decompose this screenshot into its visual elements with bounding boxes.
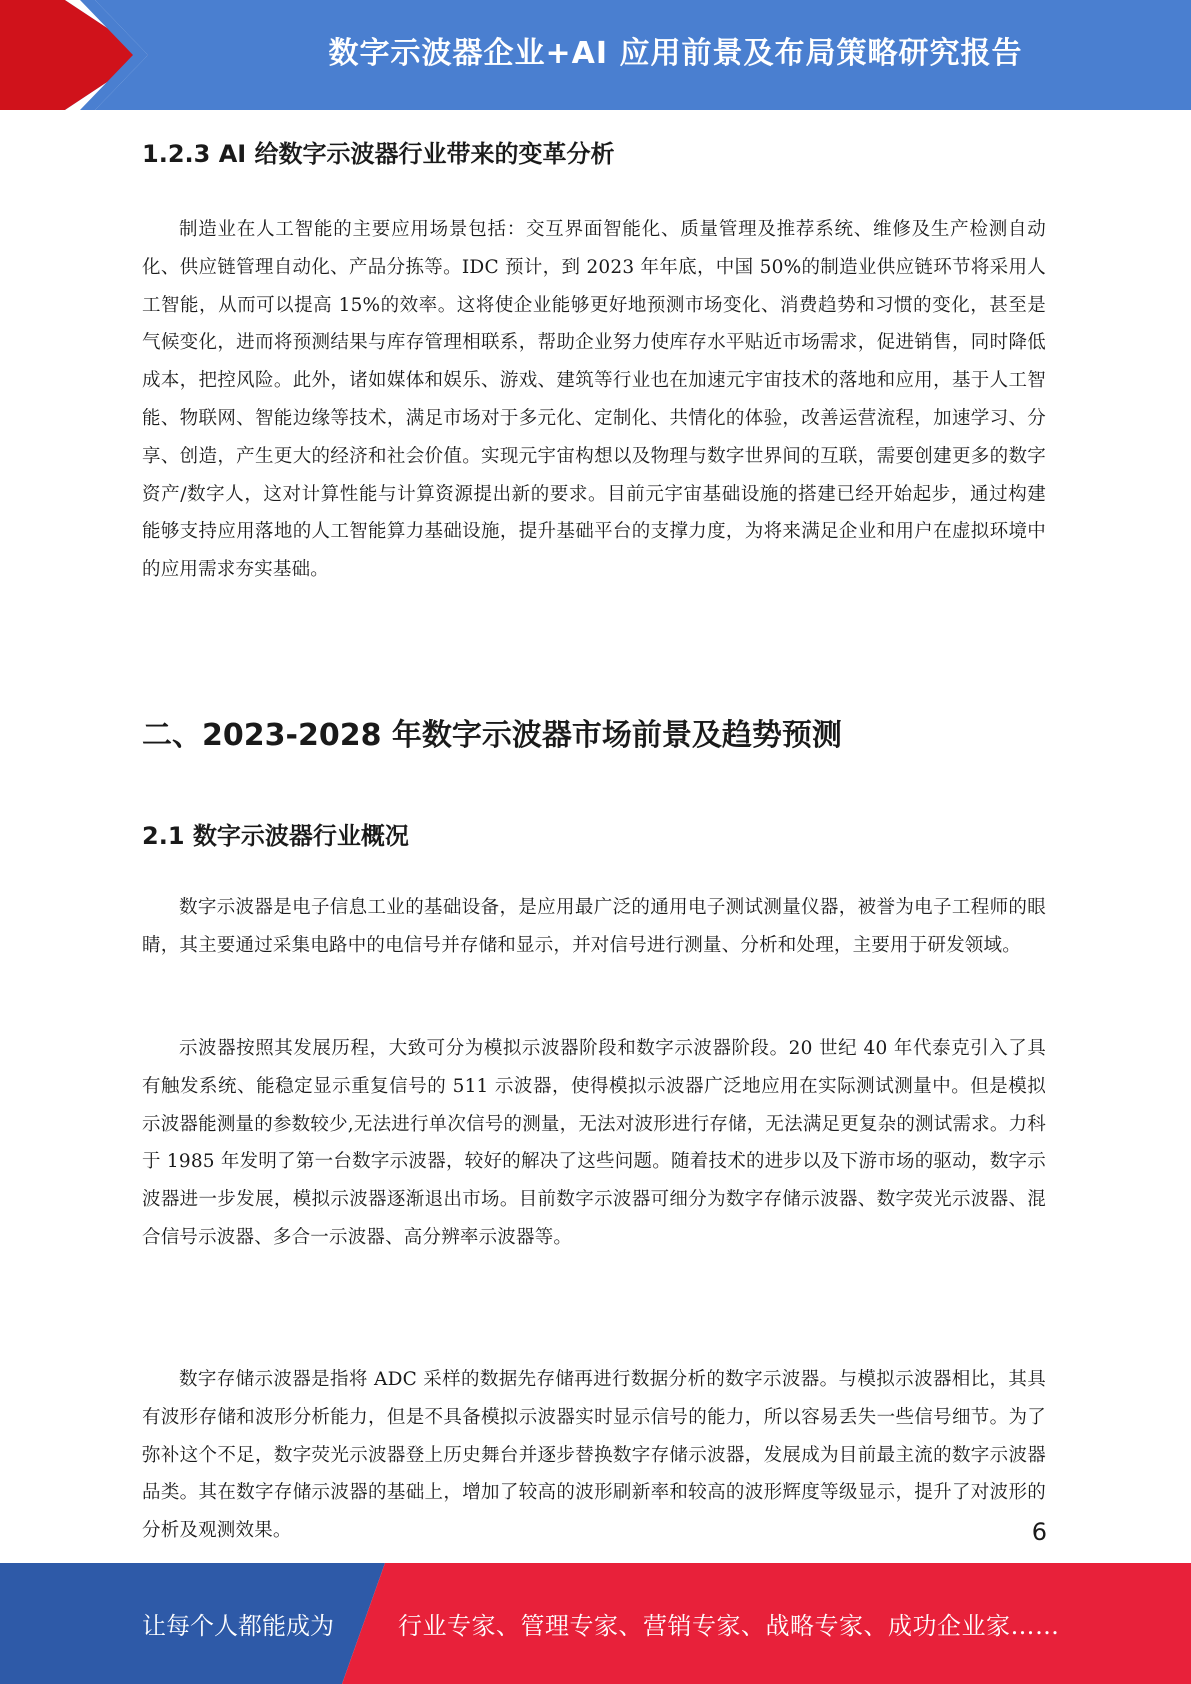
section-1-2-3-heading: 1.2.3 AI 给数字示波器行业带来的变革分析: [142, 140, 615, 168]
footer-slogan-right: 行业专家、管理专家、营销专家、战略专家、成功企业家……: [398, 1612, 1060, 1640]
footer-slogan-left: 让每个人都能成为: [142, 1612, 334, 1640]
section-1-2-3-paragraph: 制造业在人工智能的主要应用场景包括：交互界面智能化、质量管理及推荐系统、维修及生产检测自动化、供应链管理自动化、产品分拣等。IDC 预计，到 2023 年年底，中国 50%的制造业供应链环节将采用人工智能，从而可以提高 15%的效率。这将使企业能够更好地预测市场变化、消费趋势和习惯的变化，甚至是气候变化，进而将预测结果与库存管理相联系，帮助企业努力使库存水平贴近市场需求，促进销售，同时降低成本，把控风险。此外，诸如媒体和娱乐、游戏、建筑等行业也在加速元宇宙技术的落地和应用，基于人工智能、物联网、智能边缘等技术，满足市场对于多元化、定制化、共情化的体验，改善运营流程，加速学习、分享、创造，产生更大的经济和社会价值。实现元宇宙构想以及物理与数字世界间的互联，需要创建更多的数字资产/数字人，这对计算性能与计算资源提出新的要求。目前元宇宙基础设施的搭建已经开始起步，通过构建能够支持应用落地的人工智能算力基础设施，提升基础平台的支撑力度，为将来满足企业和用户在虚拟环境中的应用需求夯实基础。: [142, 219, 1046, 581]
chapter-2-heading: 二、2023-2028 年数字示波器市场前景及趋势预测: [142, 718, 842, 753]
section-2-1-paragraph-2: 示波器按照其发展历程，大致可分为模拟示波器阶段和数字示波器阶段。20 世纪 40 年代泰克引入了具有触发系统、能稳定显示重复信号的 511 示波器，使得模拟示波器广泛地应用在实际测试测量中。但是模拟示波器能测量的参数较少,无法进行单次信号的测量，无法对波形进行存储，无法满足更复杂的测试需求。力科于 1985 年发明了第一台数字示波器，较好的解决了这些问题。随着技术的进步以及下游市场的驱动，数字示波器进一步发展，模拟示波器逐渐退出市场。目前数字示波器可细分为数字存储示波器、数字荧光示波器、混合信号示波器、多合一示波器、高分辨率示波器等。: [142, 1038, 1046, 1248]
header-title: 数字示波器企业+AI 应用前景及布局策略研究报告: [328, 36, 1023, 71]
page-number: 6: [1031, 1518, 1047, 1546]
section-2-1-paragraph-1: 数字示波器是电子信息工业的基础设备，是应用最广泛的通用电子测试测量仪器，被誉为电子工程师的眼睛，其主要通过采集电路中的电信号并存储和显示，并对信号进行测量、分析和处理，主要用于研发领域。: [142, 897, 1046, 956]
section-2-1-heading: 2.1 数字示波器行业概况: [142, 822, 409, 850]
page-header: [0, 0, 1191, 110]
section-2-1-paragraph-3: 数字存储示波器是指将 ADC 采样的数据先存储再进行数据分析的数字示波器。与模拟示波器相比，其具有波形存储和波形分析能力，但是不具备模拟示波器实时显示信号的能力，所以容易丢失一些信号细节。为了弥补这个不足，数字荧光示波器登上历史舞台并逐步替换数字存储示波器，发展成为目前最主流的数字示波器品类。其在数字存储示波器的基础上，增加了较高的波形刷新率和较高的波形辉度等级显示，提升了对波形的分析及观测效果。: [142, 1369, 1046, 1542]
page-footer: [0, 1563, 1191, 1684]
